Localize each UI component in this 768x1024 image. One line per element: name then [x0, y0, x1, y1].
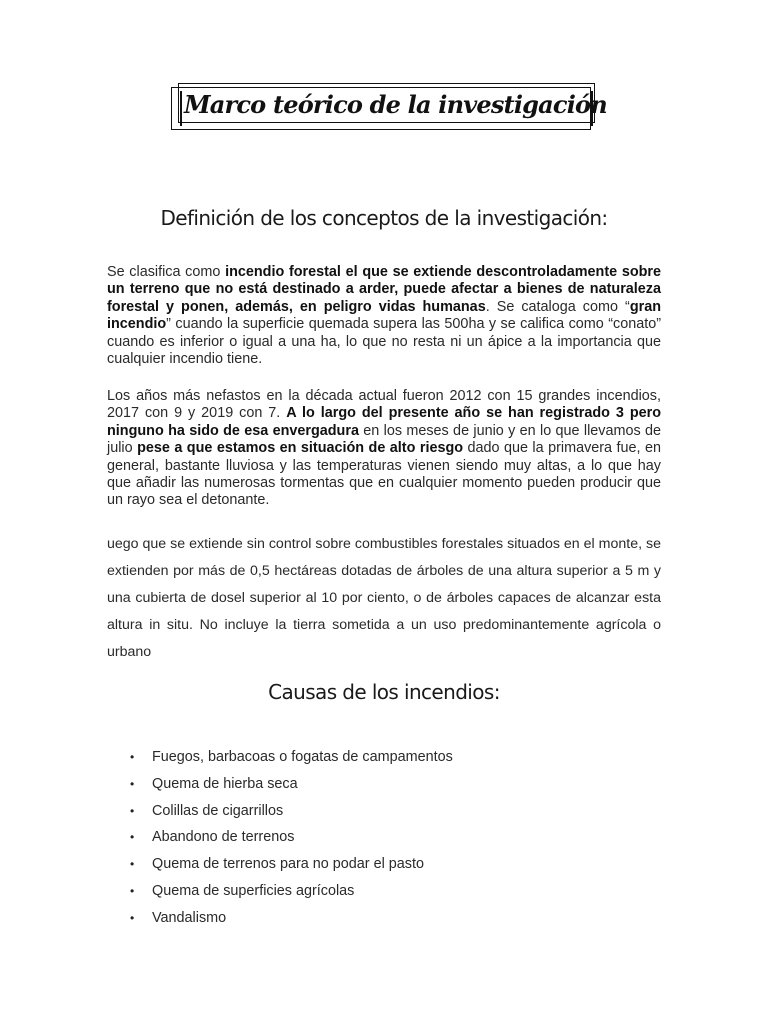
bullet-icon: •: [130, 803, 135, 818]
cause-label: Quema de hierba seca: [152, 775, 298, 792]
list-item: [0, 747, 453, 774]
bullet-icon: •: [130, 750, 135, 764]
causes-list: [0, 747, 453, 935]
bullet-icon: •: [130, 830, 135, 845]
cause-label: Colillas de cigarrillos: [152, 802, 284, 819]
concepts-heading: Definición de los conceptos de la investigación:: [160, 206, 608, 230]
list-item: [0, 801, 453, 828]
bullet-icon: •: [130, 883, 135, 898]
definition-bold-2: gran incendio: [107, 298, 661, 333]
cause-label: Fuegos, barbacoas o fogatas de campamentos: [152, 749, 453, 765]
fire-definition-paragraph: uego que se extiende sin control sobre combustibles forestales situados en el monte, se extienden por más de 0,5 hectáreas dotadas de árboles de una altura superior a 5 m y una cubierta de dosel superior al 10 por ciento, o de árboles capaces de alcanzar esta altura in situ. No incluye la tierra sometida a un uso predominantemente agrícola o urbano: [107, 536, 661, 660]
cause-label: Quema de terrenos para no podar el pasto: [152, 856, 424, 873]
causes-heading: Causas de los incendios:: [268, 680, 500, 704]
statistics-text-3: dado que la primavera fue, en general, bastante lluviosa y las temperaturas vienen siendo muy altas, a lo que hay que añadir las numerosas tormentas que en cualquier momento pueden producir que un rayo sea el detonante.: [107, 440, 661, 509]
statistics-paragraph: [107, 388, 661, 510]
list-item: [0, 827, 453, 854]
bullet-icon: •: [130, 910, 135, 925]
statistics-bold-2: pese a que estamos en situación de alto riesgo: [137, 440, 464, 457]
definition-text-2: . Se cataloga como “: [485, 298, 630, 315]
statistics-text-2: en los meses de junio y en lo que llevamos de julio: [107, 422, 661, 457]
statistics-bold-1: A lo largo del presente año se han registrado 3 pero ninguno ha sido de esa envergadura: [107, 405, 661, 439]
cause-label: Vandalismo: [152, 909, 227, 926]
definition-text-3: ” cuando la superficie quemada supera las 500ha y se califica como “conato” cuando es inferior o igual a una ha, lo que no resta ni un ápice a la importancia que cualquier incendio tiene.: [107, 316, 661, 368]
list-item: [0, 854, 453, 881]
bullet-icon: •: [130, 857, 135, 872]
bullet-icon: •: [130, 776, 135, 791]
list-item: [0, 908, 453, 935]
definition-bold-1: incendio forestal el que se extiende descontroladamente sobre un terreno que no está destinado a arder, puede afectar a bienes de naturaleza forestal y ponen, además, en peligro vidas humanas: [107, 264, 662, 315]
list-item: [0, 881, 453, 908]
list-item: [0, 774, 453, 801]
statistics-text-1: Los años más nefastos en la década actual fueron 2012 con 15 grandes incendios, 2017 con 9 y 2019 con 7.: [107, 388, 661, 422]
page-title: Marco teórico de la investigación: [184, 90, 607, 119]
cause-label: Quema de superficies agrícolas: [152, 882, 355, 899]
cause-label: Abandono de terrenos: [152, 829, 295, 846]
definition-paragraph: [107, 264, 661, 368]
definition-text-1: Se clasifica como: [107, 264, 226, 280]
